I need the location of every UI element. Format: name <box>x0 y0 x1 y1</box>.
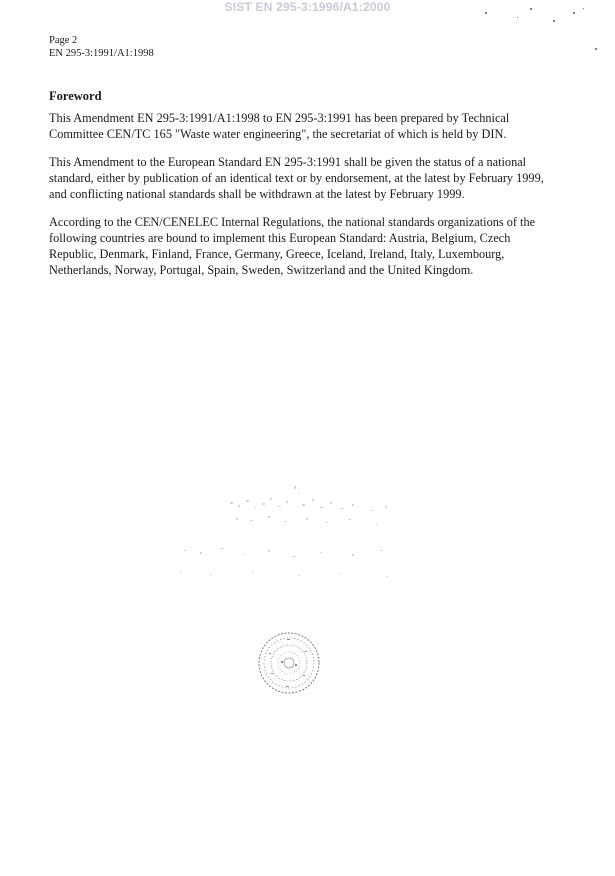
text-line: This Amendment to the European Standard EN 295-3:1991 shall be given the status of a national <box>49 155 527 169</box>
document-watermark: SIST EN 295-3:1996/A1:2000 <box>224 0 391 14</box>
seal-stamp-icon <box>257 631 321 695</box>
page-number: Page 2 <box>49 35 78 46</box>
foreword-heading: Foreword <box>49 89 102 103</box>
text-line: Republic, Denmark, Finland, France, Germany, Greece, Iceland, Ireland, Italy, Luxembourg, <box>49 247 505 261</box>
text-line: Netherlands, Norway, Portugal, Spain, Sweden, Switzerland and the United Kingdom. <box>49 263 474 277</box>
faint-scan-remnant <box>180 480 410 580</box>
scan-speckle <box>573 12 575 14</box>
foreword-paragraph-1 <box>49 110 559 142</box>
scan-speckle <box>485 12 487 14</box>
text-line: following countries are bound to implement this European Standard: Austria, Belgium, Czech <box>49 231 511 245</box>
scan-speckle <box>583 8 584 9</box>
scan-speckle <box>517 17 518 18</box>
foreword-paragraph-2 <box>49 154 559 202</box>
scan-speckle <box>595 48 597 50</box>
text-line: and conflicting national standards shall be withdrawn at the latest by February 1999. <box>49 187 465 201</box>
text-line: Committee CEN/TC 165 "Waste water engineering", the secretariat of which is held by DIN. <box>49 127 507 141</box>
scan-speckle <box>530 8 532 10</box>
standard-reference: EN 295-3:1991/A1:1998 <box>49 48 154 59</box>
text-line: According to the CEN/CENELEC Internal Regulations, the national standards organizations of the <box>49 215 536 229</box>
page-header <box>49 34 154 60</box>
text-line: standard, either by publication of an identical text or by endorsement, at the latest by February 1999, <box>49 171 544 185</box>
scan-speckle <box>553 20 555 22</box>
foreword-paragraph-3 <box>49 214 559 278</box>
text-line: This Amendment EN 295-3:1991/A1:1998 to EN 295-3:1991 has been prepared by Technical <box>49 111 510 125</box>
